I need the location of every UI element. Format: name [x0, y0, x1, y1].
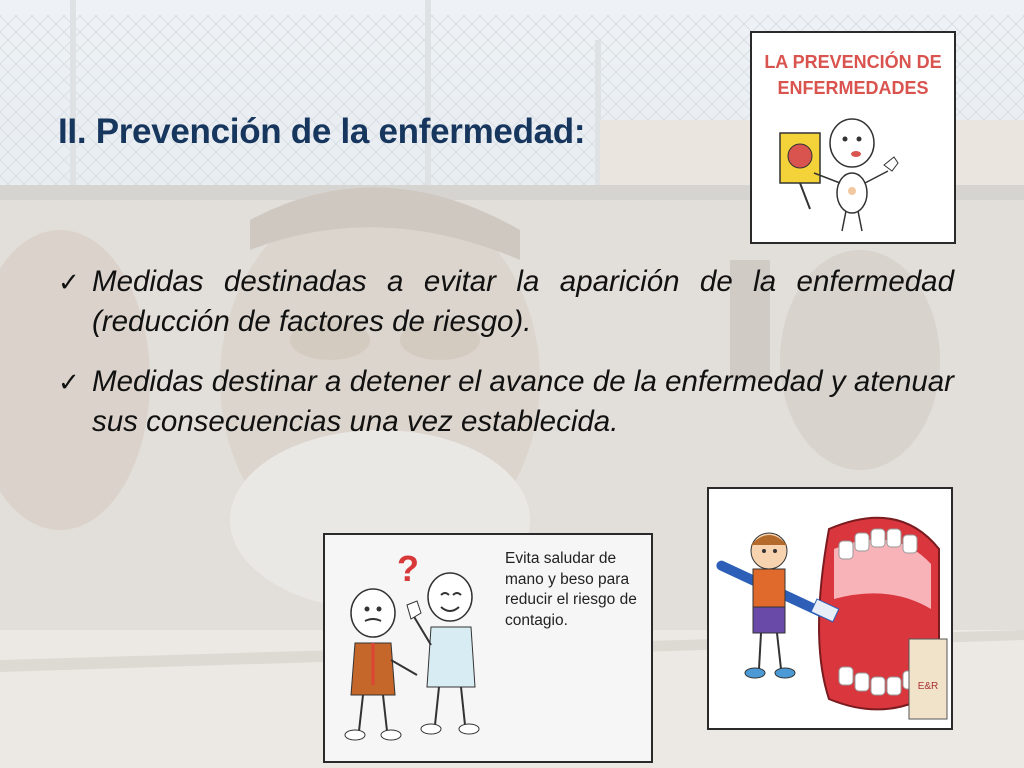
bullet-item: [58, 262, 954, 342]
bullet-list: [58, 262, 954, 462]
bullet-item: [58, 362, 954, 442]
box-label: E&R: [917, 681, 939, 692]
poster-caption: LA PREVENCIÓN DE ENFERMEDADES: [764, 52, 942, 98]
bullet-text: Medidas destinar a detener el avance de la enfermedad y atenuar sus consecuencias una vez establecida.: [92, 365, 954, 438]
toothbrush-cartoon-image: [707, 487, 953, 730]
slide-title: II. Prevención de la enfermedad:: [58, 112, 586, 151]
child-toothbrush-teeth-icon: [709, 489, 951, 728]
checkmark-icon: ✓: [58, 267, 80, 297]
checkmark-icon: ✓: [58, 367, 80, 397]
bullet-text: Medidas destinadas a evitar la aparición de la enfermedad (reducción de factores de riesgo).: [92, 265, 954, 338]
greeting-cartoon-image: [323, 533, 653, 763]
svg-text:?: ?: [397, 548, 419, 589]
greeting-caption: Evita saludar de mano y beso para reducir el riesgo de contagio.: [505, 550, 637, 629]
prevention-poster-image: [750, 31, 956, 244]
